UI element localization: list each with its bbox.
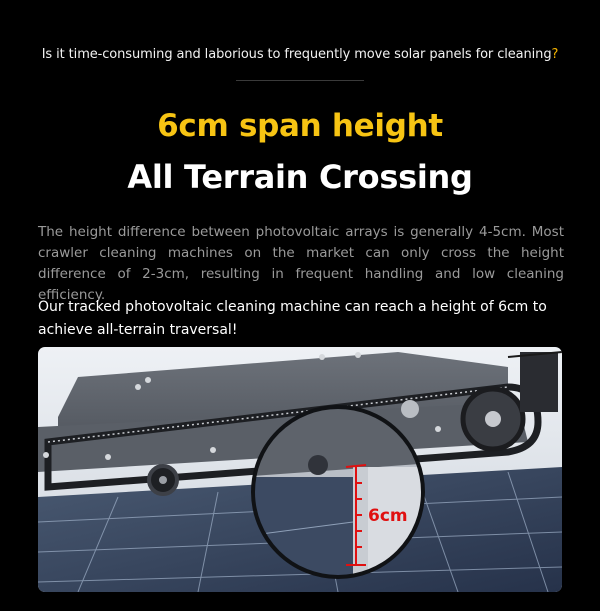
description-paragraph: The height difference between photovoltaic arrays is generally 4-5cm. Most crawler cleaning machines on the market can only cross the height difference of 2-3cm, resulting in frequent handling and low cleaning efficiency. [38, 224, 564, 303]
headline-span-height: 6cm span height [157, 108, 443, 144]
intro-question-text: Is it time-consuming and laborious to frequently move solar panels for cleaning [41, 47, 552, 62]
crawler-machine-illustration [38, 347, 562, 592]
intro-question-mark: ? [551, 47, 559, 62]
measure-label: 6cm [368, 506, 408, 526]
intro-question [0, 47, 600, 62]
headline-all-terrain: All Terrain Crossing [127, 158, 473, 196]
header-divider [236, 80, 364, 81]
product-photo [38, 347, 562, 592]
highlight-paragraph: Our tracked photovoltaic cleaning machine can reach a height of 6cm to achieve all-terrain traversal! [38, 299, 547, 338]
